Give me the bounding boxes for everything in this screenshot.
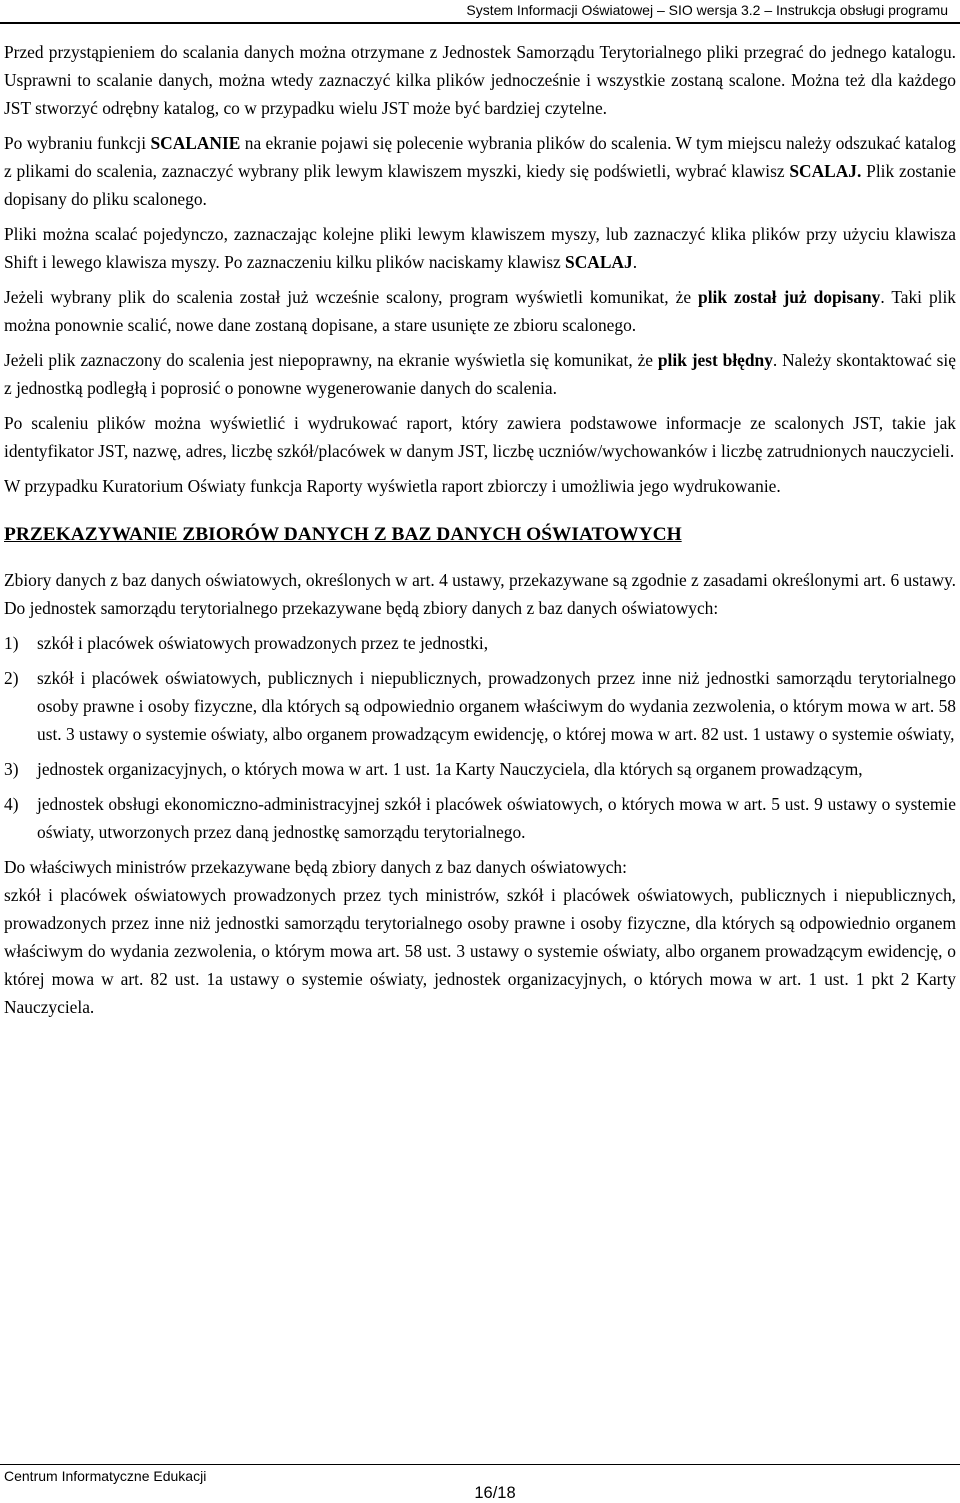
list-number: 1) [4,633,19,653]
text-run: . Należy skontaktować się z jednostką podległą i poprosić o ponowne wygenerowanie danych do scalenia. [4,350,956,398]
list-item [4,790,956,846]
bold-term-scalaj: SCALAJ [565,252,633,272]
text-run: . [632,252,638,272]
paragraph-already-merged [4,283,956,339]
paragraph-multi-select [4,220,956,276]
paragraph-report: Po scaleniu plików można wyświetlić i wydrukować raport, który zawiera podstawowe informacje ze scalonych JST, takie jak identyfikator JST, nazwę, adres, liczbę szkół/placówek w danym JST, liczbę uczniów/wychowanków i liczbę zatrudnionych nauczycieli. [4,413,956,461]
text-run: Plik zostanie dopisany do pliku scalonego. [4,161,956,209]
paragraph-jst-intro: Do jednostek samorządu terytorialnego przekazywane będą zbiory danych z baz danych oświatowych: [4,598,719,618]
list-text: szkół i placówek oświatowych prowadzonych przez te jednostki, [37,633,489,653]
list-number: 3) [4,759,19,779]
bold-message-invalid: plik jest błędny [657,350,773,370]
jst-list [4,629,956,846]
bold-message-already-added: plik został już dopisany [698,287,881,307]
text-run: Jeżeli wybrany plik do scalenia został już wcześnie scalony, program wyświetli komunikat, że [4,287,699,307]
text-run: . Taki plik można ponownie scalić, nowe dane zostaną dopisane, a stare usunięte ze zbioru scalonego. [4,287,957,335]
paragraph-section-intro: Zbiory danych z baz danych oświatowych, określonych w art. 4 ustawy, przekazywane są zgodnie z zasadami określonymi art. 6 ustawy. [4,570,956,590]
paragraph-ministers-body: szkół i placówek oświatowych prowadzonych przez tych ministrów, szkół i placówek oświatowych, publicznych i niepublicznych, prowadzonych przez inne niż jednostki samorządu terytorialnego osoby prawne i osoby fizyczne, dla których są odpowiednio organem właściwym do wydania zezwolenia, o którym mowa art. 58 ust. 3 ustawy o systemie oświaty, albo organem prowadzącym ewidencję, o której mowa w art. 82 ust. 1a ustawy o systemie oświaty, jednostek organizacyjnych, o których mowa w art. 1 ust. 1 pkt 2 Karty Nauczyciela. [4,885,956,1017]
list-number: 2) [4,668,19,688]
text-run: Jeżeli plik zaznaczony do scalenia jest niepoprawny, na ekranie wyświetla się komunikat, że [4,350,658,370]
footer-organization: Centrum Informatyczne Edukacji [4,1468,207,1484]
bold-term-scalanie: SCALANIE [150,133,241,153]
page-number: 16/18 [474,1484,516,1502]
list-item [4,755,956,783]
paragraph-scalanie [4,129,956,213]
paragraph-merge-intro: Przed przystąpieniem do scalania danych można otrzymane z Jednostek Samorządu Terytorialnego pliki przegrać do jednego katalogu. Usprawni to scalanie danych, można wtedy zaznaczyć kilka plików jednocześnie i wszystkie zostaną scalone. Można też dla każdego JST stworzyć odrębny katalog, co w przypadku wielu JST może być bardziej czytelne. [4,42,956,118]
section-heading: PRZEKAZYWANIE ZBIORÓW DANYCH Z BAZ DANYCH OŚWIATOWYCH [4,524,682,545]
list-text: szkół i placówek oświatowych, publicznych i niepublicznych, prowadzonych przez inne niż jednostki samorządu terytorialnego osoby prawne i osoby fizyczne, dla których są odpowiednio organem właściwym do wydania zezwolenia, o którym mowa w art. 58 ust. 3 ustawy o systemie oświaty, albo organem prowadzącym ewidencję, o której mowa w art. 82 ust. 1 ustawy o systemie oświaty, [37,668,956,744]
header-rule [0,22,960,24]
list-text: jednostek obsługi ekonomiczno-administracyjnej szkół i placówek oświatowych, o których mowa w art. 5 ust. 9 ustawy o systemie oświaty, utworzonych przez daną jednostkę samorządu terytorialnego. [37,794,956,842]
text-run: Po wybraniu funkcji [4,133,151,153]
paragraph-kuratorium: W przypadku Kuratorium Oświaty funkcja Raporty wyświetla raport zbiorczy i umożliwia jego wydrukowanie. [4,476,781,496]
list-text: jednostek organizacyjnych, o których mowa w art. 1 ust. 1a Karty Nauczyciela, dla których są organem prowadzącym, [37,759,863,779]
footer-rule [0,1464,960,1465]
paragraph-invalid-file [4,346,956,402]
text-run: na ekranie pojawi się polecenie wybrania plików do scalenia. W tym miejscu należy odszukać katalog z plikami do scalenia, zaznaczyć wybrany plik lewym klawiszem myszki, kiedy się podświetli, wybrać klawisz [4,133,956,181]
bold-term-scalaj: SCALAJ. [789,161,862,181]
list-number: 4) [4,794,19,814]
header-title: System Informacji Oświatowej – SIO wersja 3.2 – Instrukcja obsługi programu [466,2,948,18]
list-item [4,664,956,748]
document-body [4,38,956,1028]
text-run: Pliki można scalać pojedynczo, zaznaczając kolejne pliki lewym klawiszem myszy, lub zaznaczyć klika plików przy użyciu klawisza Shift i lewego klawisza myszy. Po zaznaczeniu kilku plików naciskamy klawisz [4,224,956,272]
list-item [4,629,956,657]
paragraph-ministers-intro: Do właściwych ministrów przekazywane będą zbiory danych z baz danych oświatowych: [4,857,627,877]
page-header [0,0,960,22]
